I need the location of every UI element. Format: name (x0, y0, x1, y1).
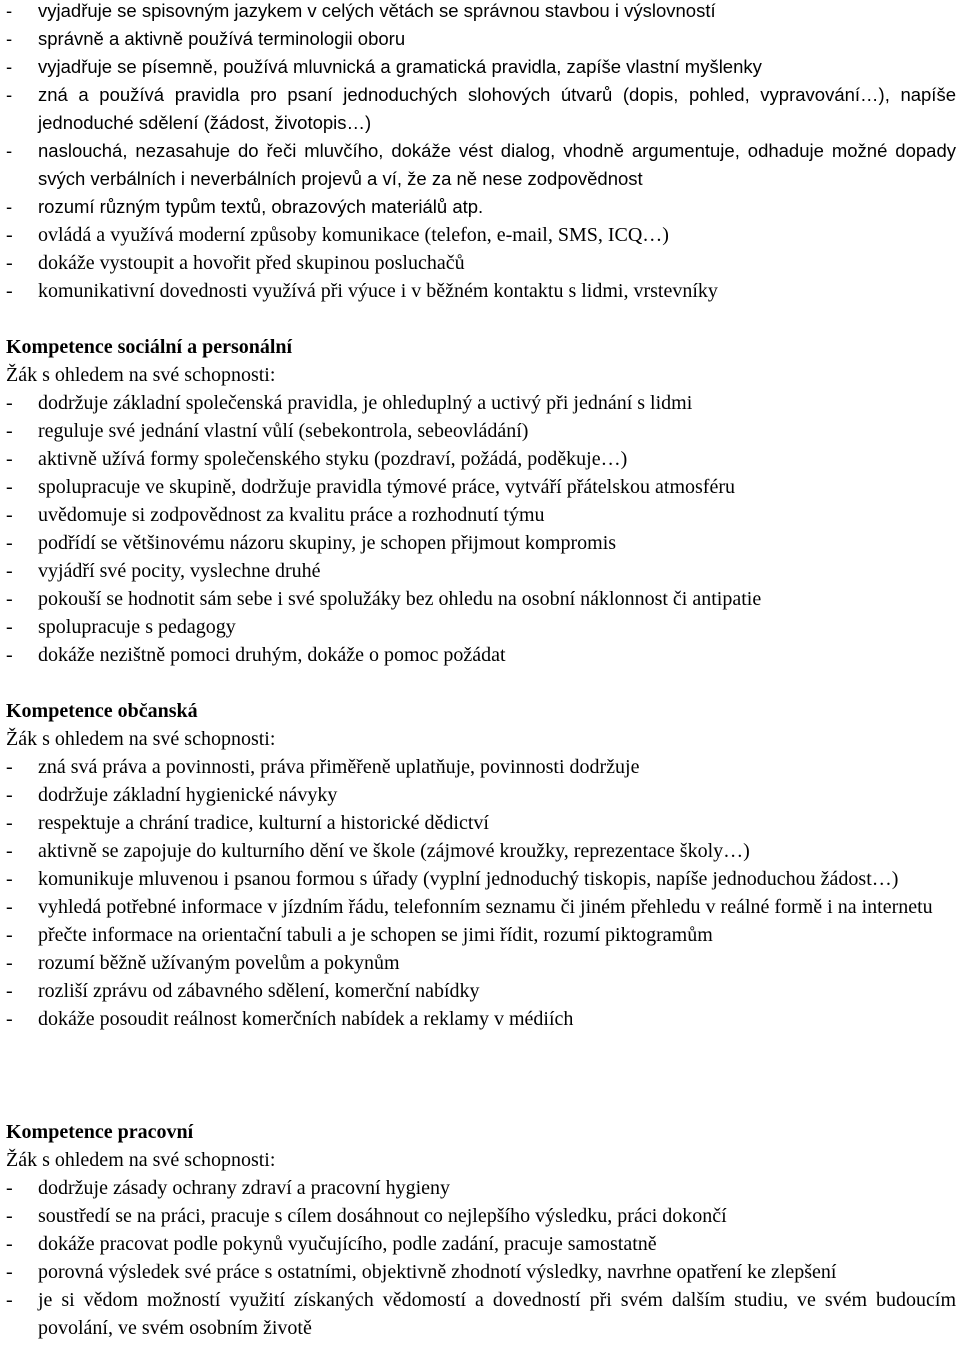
list-item-text: vyjádří své pocity, vyslechne druhé (38, 560, 321, 582)
list-item (0, 1174, 960, 1202)
list-item-text: naslouchá, nezasahuje do řeči mluvčího, dokáže vést dialog, vhodně argumentuje, odhaduje možné dopady svých verbálních i neverbálních projevů a ví, že za ně nese zodpovědnost (38, 140, 956, 189)
list-item (0, 417, 960, 445)
list-item-text: vyjadřuje se spisovným jazykem v celých větách se správnou stavbou i výslovností (38, 0, 716, 21)
section-intro: Žák s ohledem na své schopnosti: (6, 1149, 276, 1171)
list-item-text: komunikuje mluvenou i psanou formou s úřady (vyplní jednoduchý tiskopis, napíše jednoduchou žádost…) (38, 868, 899, 890)
list-item-text: komunikativní dovednosti využívá při výuce i v běžném kontaktu s lidmi, vrstevníky (38, 280, 718, 302)
list-item-text: dokáže nezištně pomoci druhým, dokáže o pomoc požádat (38, 644, 506, 666)
list-dash: - (6, 980, 13, 1002)
list-item-text: vyhledá potřebné informace v jízdním řádu, telefonním seznamu či jiném přehledu v reálné formě i na internetu (38, 896, 933, 918)
list-item (0, 445, 960, 473)
list-item-text: správně a aktivně používá terminologii oboru (38, 28, 406, 49)
list-dash: - (6, 476, 13, 498)
list-dash: - (6, 952, 13, 974)
list-dash: - (6, 560, 13, 582)
list-item-text: reguluje své jednání vlastní vůlí (sebekontrola, sebeovládání) (38, 420, 529, 442)
list-item (0, 193, 960, 221)
list-dash: - (6, 840, 13, 862)
list-item (0, 473, 960, 501)
list-dash: - (6, 504, 13, 526)
list-item (0, 753, 960, 781)
list-item-text: dodržuje základní společenská pravidla, je ohleduplný a uctivý při jednání s lidmi (38, 392, 693, 414)
list-item-text: dokáže vystoupit a hovořit před skupinou posluchačů (38, 252, 465, 274)
list-dash: - (6, 28, 13, 49)
list-item-text: ovládá a využívá moderní způsoby komunikace (telefon, e-mail, SMS, ICQ…) (38, 224, 669, 246)
list-item (0, 1230, 960, 1258)
list-item (0, 389, 960, 417)
list-item-text: dokáže pracovat podle pokynů vyučujícího, podle zadání, pracuje samostatně (38, 1233, 657, 1255)
list-item-text: vyjadřuje se písemně, používá mluvnická a gramatická pravidla, zapíše vlastní myšlenky (38, 56, 762, 77)
list-dash: - (6, 784, 13, 806)
list-item (0, 1202, 960, 1230)
list-item (0, 781, 960, 809)
list-dash: - (6, 196, 13, 217)
list-item (0, 865, 960, 893)
list-item (0, 25, 960, 53)
list-item-text: rozliší zprávu od zábavného sdělení, komerční nabídky (38, 980, 480, 1002)
list-item (0, 501, 960, 529)
list-dash: - (6, 280, 13, 302)
list-item (0, 837, 960, 865)
list-item (0, 277, 960, 305)
list-dash: - (6, 140, 13, 161)
list-item-text: je si vědom možností využití získaných vědomostí a dovedností při svém dalším studiu, ve svém budoucím povolání, ve svém osobním životě (38, 1289, 956, 1339)
section-intro: Žák s ohledem na své schopnosti: (6, 728, 276, 750)
list-item-text: rozumí běžně užívaným povelům a pokynům (38, 952, 400, 974)
section-social-personal (0, 333, 960, 669)
list-item (0, 557, 960, 585)
list-dash: - (6, 392, 13, 414)
section-heading: Kompetence sociální a personální (6, 336, 293, 358)
list-item (0, 1286, 960, 1342)
list-item (0, 641, 960, 669)
section-heading: Kompetence pracovní (6, 1121, 194, 1143)
section-civic (0, 697, 960, 1033)
list-item (0, 893, 960, 921)
list-dash: - (6, 0, 13, 21)
list-dash: - (6, 616, 13, 638)
list-item (0, 585, 960, 613)
section-intro: Žák s ohledem na své schopnosti: (6, 364, 276, 386)
list-item (0, 221, 960, 249)
list-item (0, 1258, 960, 1286)
list-item (0, 137, 960, 193)
list-item-text: porovná výsledek své práce s ostatními, objektivně zhodnotí výsledky, navrhne opatření ke zlepšení (38, 1261, 837, 1283)
list-item-text: rozumí různým typům textů, obrazových materiálů atp. (38, 196, 484, 217)
list-item (0, 529, 960, 557)
list-item (0, 0, 960, 25)
list-item (0, 921, 960, 949)
list-dash: - (6, 756, 13, 778)
list-item-text: spolupracuje ve skupině, dodržuje pravidla týmové práce, vytváří přátelskou atmosféru (38, 476, 735, 498)
list-item (0, 949, 960, 977)
list-dash: - (6, 448, 13, 470)
section-heading: Kompetence občanská (6, 700, 198, 722)
list-item-text: přečte informace na orientační tabuli a je schopen se jimi řídit, rozumí piktogramům (38, 924, 713, 946)
list-item (0, 249, 960, 277)
list-item-text: zná a používá pravidla pro psaní jednoduchých slohových útvarů (dopis, pohled, vypravování…), napíše jednoduché sdělení (žádost, životopis…) (38, 84, 956, 133)
list-dash: - (6, 896, 13, 918)
section-work (0, 1118, 960, 1342)
list-dash: - (6, 1008, 13, 1030)
list-dash: - (6, 868, 13, 890)
list-dash: - (6, 56, 13, 77)
list-dash: - (6, 812, 13, 834)
list-dash: - (6, 1205, 13, 1227)
list-item-text: dokáže posoudit reálnost komerčních nabídek a reklamy v médiích (38, 1008, 574, 1030)
section-communication-continued (0, 0, 960, 305)
list-dash: - (6, 420, 13, 442)
list-item-text: dodržuje zásady ochrany zdraví a pracovní hygieny (38, 1177, 451, 1199)
list-item (0, 613, 960, 641)
list-item (0, 977, 960, 1005)
list-dash: - (6, 84, 13, 105)
list-item-text: spolupracuje s pedagogy (38, 616, 236, 638)
list-dash: - (6, 224, 13, 246)
list-item-text: uvědomuje si zodpovědnost za kvalitu práce a rozhodnutí týmu (38, 504, 545, 526)
list-item (0, 81, 960, 137)
list-item-text: respektuje a chrání tradice, kulturní a historické dědictví (38, 812, 489, 834)
list-dash: - (6, 1289, 13, 1311)
list-item-text: soustředí se na práci, pracuje s cílem dosáhnout co nejlepšího výsledku, práci dokončí (38, 1205, 727, 1227)
list-dash: - (6, 924, 13, 946)
list-item (0, 809, 960, 837)
list-item-text: aktivně užívá formy společenského styku (pozdraví, požádá, poděkuje…) (38, 448, 628, 470)
list-dash: - (6, 532, 13, 554)
list-item-text: dodržuje základní hygienické návyky (38, 784, 338, 806)
list-item-text: podřídí se většinovému názoru skupiny, je schopen přijmout kompromis (38, 532, 617, 554)
list-item-text: aktivně se zapojuje do kulturního dění ve škole (zájmové kroužky, reprezentace školy…) (38, 840, 750, 862)
list-dash: - (6, 1261, 13, 1283)
list-dash: - (6, 1177, 13, 1199)
list-dash: - (6, 644, 13, 666)
list-item (0, 53, 960, 81)
list-item-text: pokouší se hodnotit sám sebe i své spolužáky bez ohledu na osobní náklonnost či antipatie (38, 588, 762, 610)
list-item-text: zná svá práva a povinnosti, práva přiměřeně uplatňuje, povinnosti dodržuje (38, 756, 640, 778)
list-dash: - (6, 1233, 13, 1255)
list-dash: - (6, 588, 13, 610)
list-dash: - (6, 252, 13, 274)
list-item (0, 1005, 960, 1033)
